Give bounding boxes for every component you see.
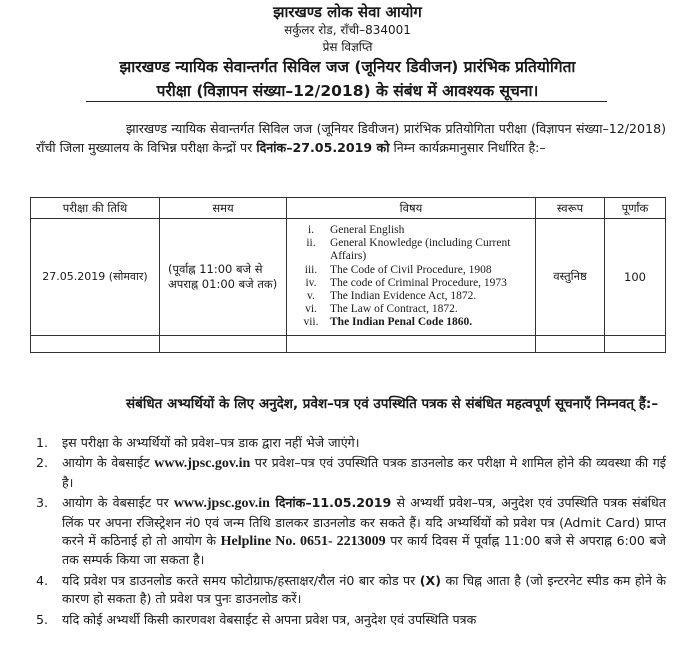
website-link: www.jpsc.gov.in	[154, 456, 251, 472]
table-header-row	[31, 198, 666, 219]
note-text: आयोग के वेबसाईट www.jpsc.gov.in पर प्रवेश–पत्र एवं उपस्थिति पत्रक डाउनलोड कर परीक्षा मे शामिल होने की व्यवस्था की गई है।	[62, 455, 666, 490]
exam-date-cell: 27.05.2019 (सोमवार)	[31, 219, 160, 336]
exam-schedule-table	[30, 197, 666, 353]
subject-line-2: परीक्षा (विज्ञापन संख्या–12/2018) के संबंध में आवश्यक सूचना।	[156, 82, 539, 100]
notice-type: प्रेस विज्ञप्ति	[322, 40, 373, 54]
notes-heading: संबंधित अभ्यर्थियों के लिए अनुदेश, प्रवेश–पत्र एवं उपस्थिति पत्रक से संबंधित महत्वपूर्ण सूचनाएँ निम्नवत् हैं:–	[126, 396, 659, 412]
website-link: www.jpsc.gov.in	[173, 496, 270, 512]
list-item: v. The Indian Evidence Act, 1872.	[307, 290, 477, 303]
subjects-cell	[287, 219, 536, 336]
list-item: ii. General Knowledge (including Current Affairs)	[306, 237, 511, 263]
exam-time-cell: (पूर्वाह्न 11:00 बजे से अपराह्न 01:00 बजे तक)	[160, 219, 287, 336]
table-row	[31, 219, 666, 336]
subjects-list	[288, 220, 534, 334]
list-item	[36, 434, 666, 452]
note-number: 3.	[36, 495, 49, 511]
subject-underline	[86, 101, 607, 102]
list-item	[36, 611, 666, 629]
table-row-empty	[31, 335, 666, 352]
note-text: यदि प्रवेश पत्र डाउनलोड करते समय फोटोग्राफ/हस्ताक्षर/रौल नं0 बार कोड पर (X) का चिह्न आता है (जो इन्टरनेट स्पीड कम होने के कारण हो सकता है) तो प्रवेश पत्र पुनः डाउनलोड करें।	[62, 572, 666, 607]
col-header-format: स्वरूप	[536, 198, 605, 219]
note-text: यदि कोई अभ्यर्थी किसी कारणवश वेबसाईट से अपना प्रवेश पत्र, अनुदेश एवं उपस्थिति पत्रक	[62, 611, 477, 627]
note-number: 2.	[36, 455, 49, 471]
col-header-subject: विषय	[287, 198, 536, 219]
note-number: 5.	[36, 611, 49, 627]
list-item: i. General English	[307, 224, 405, 236]
list-item: iii. The Code of Civil Procedure, 1908	[304, 263, 492, 276]
col-header-time: समय	[160, 198, 287, 219]
exam-format-cell: वस्तुनिष्ठ	[536, 219, 605, 336]
download-date: दिनांक–11.05.2019	[269, 495, 392, 511]
list-item	[36, 454, 666, 492]
list-item	[36, 572, 666, 609]
col-header-marks: पूर्णांक	[605, 198, 666, 219]
list-item: iv. The code of Criminal Procedure, 1973	[305, 276, 507, 289]
intro-exam-date: दिनांक–27.05.2019 को	[256, 139, 390, 155]
subject-line-1: झारखण्ड न्यायिक सेवान्तर्गत सिविल जज (जूनियर डिवीजन) प्रारंभिक प्रतियोगिता	[119, 58, 576, 76]
col-header-date: परीक्षा की तिथि	[31, 198, 160, 219]
list-item: vi. The Law of Contract, 1872.	[305, 303, 458, 316]
org-title: झारखण्ड लोक सेवा आयोग	[273, 3, 422, 21]
list-item: vii. The Indian Penal Code 1860.	[303, 316, 473, 329]
note-number: 1.	[36, 435, 49, 450]
note-number: 4.	[36, 572, 49, 588]
helpline-number: Helpline No. 0651- 2213009	[220, 534, 386, 550]
note-text: आयोग के वेबसाईट पर www.jpsc.gov.in दिनांक–11.05.2019 से अभ्यर्थी प्रवेश–पत्र, अनुदेश एवं उपस्थिति पत्रक संबंधित लिंक पर अपना रजिस्ट्रेशन नं0 एवं जन्म तिथि डालकर डाउनलोड कर सकते हैं। यदि अभ्यर्थियों को प्रवेश पत्र (Admit Card) प्राप्त करने में कठिनाई हो तो आयोग के Helpline No. 0651- 2213009 पर कार्य दिवस में पूर्वाह्न 11:00 बजे से अपराह्न 6:00 बजे तक सम्पर्क किया जा सकता है।	[62, 495, 666, 568]
intro-text-before: झारखण्ड न्यायिक सेवान्तर्गत सिविल जज (जूनियर डिवीजन) प्रारंभिक प्रतियोगिता परीक्षा (विज्ञापन संख्या–12/2018) राँची जिला मुख्यालय के विभिन्न परीक्षा केन्द्रों पर	[36, 121, 666, 155]
intro-paragraph	[36, 120, 666, 157]
exam-marks-cell: 100	[605, 219, 666, 336]
cross-mark: (X)	[419, 572, 442, 588]
notes-list	[36, 434, 666, 631]
org-address: सर्कुलर रोड, राँची–834001	[284, 23, 411, 37]
intro-text-after: निम्न कार्यक्रमानुसार निर्धारित है:–	[389, 139, 546, 155]
list-item	[36, 494, 666, 570]
note-text: इस परीक्षा के अभ्यर्थियों को प्रवेश–पत्र डाक द्वारा नहीं भेजे जाएंगे।	[62, 435, 360, 450]
